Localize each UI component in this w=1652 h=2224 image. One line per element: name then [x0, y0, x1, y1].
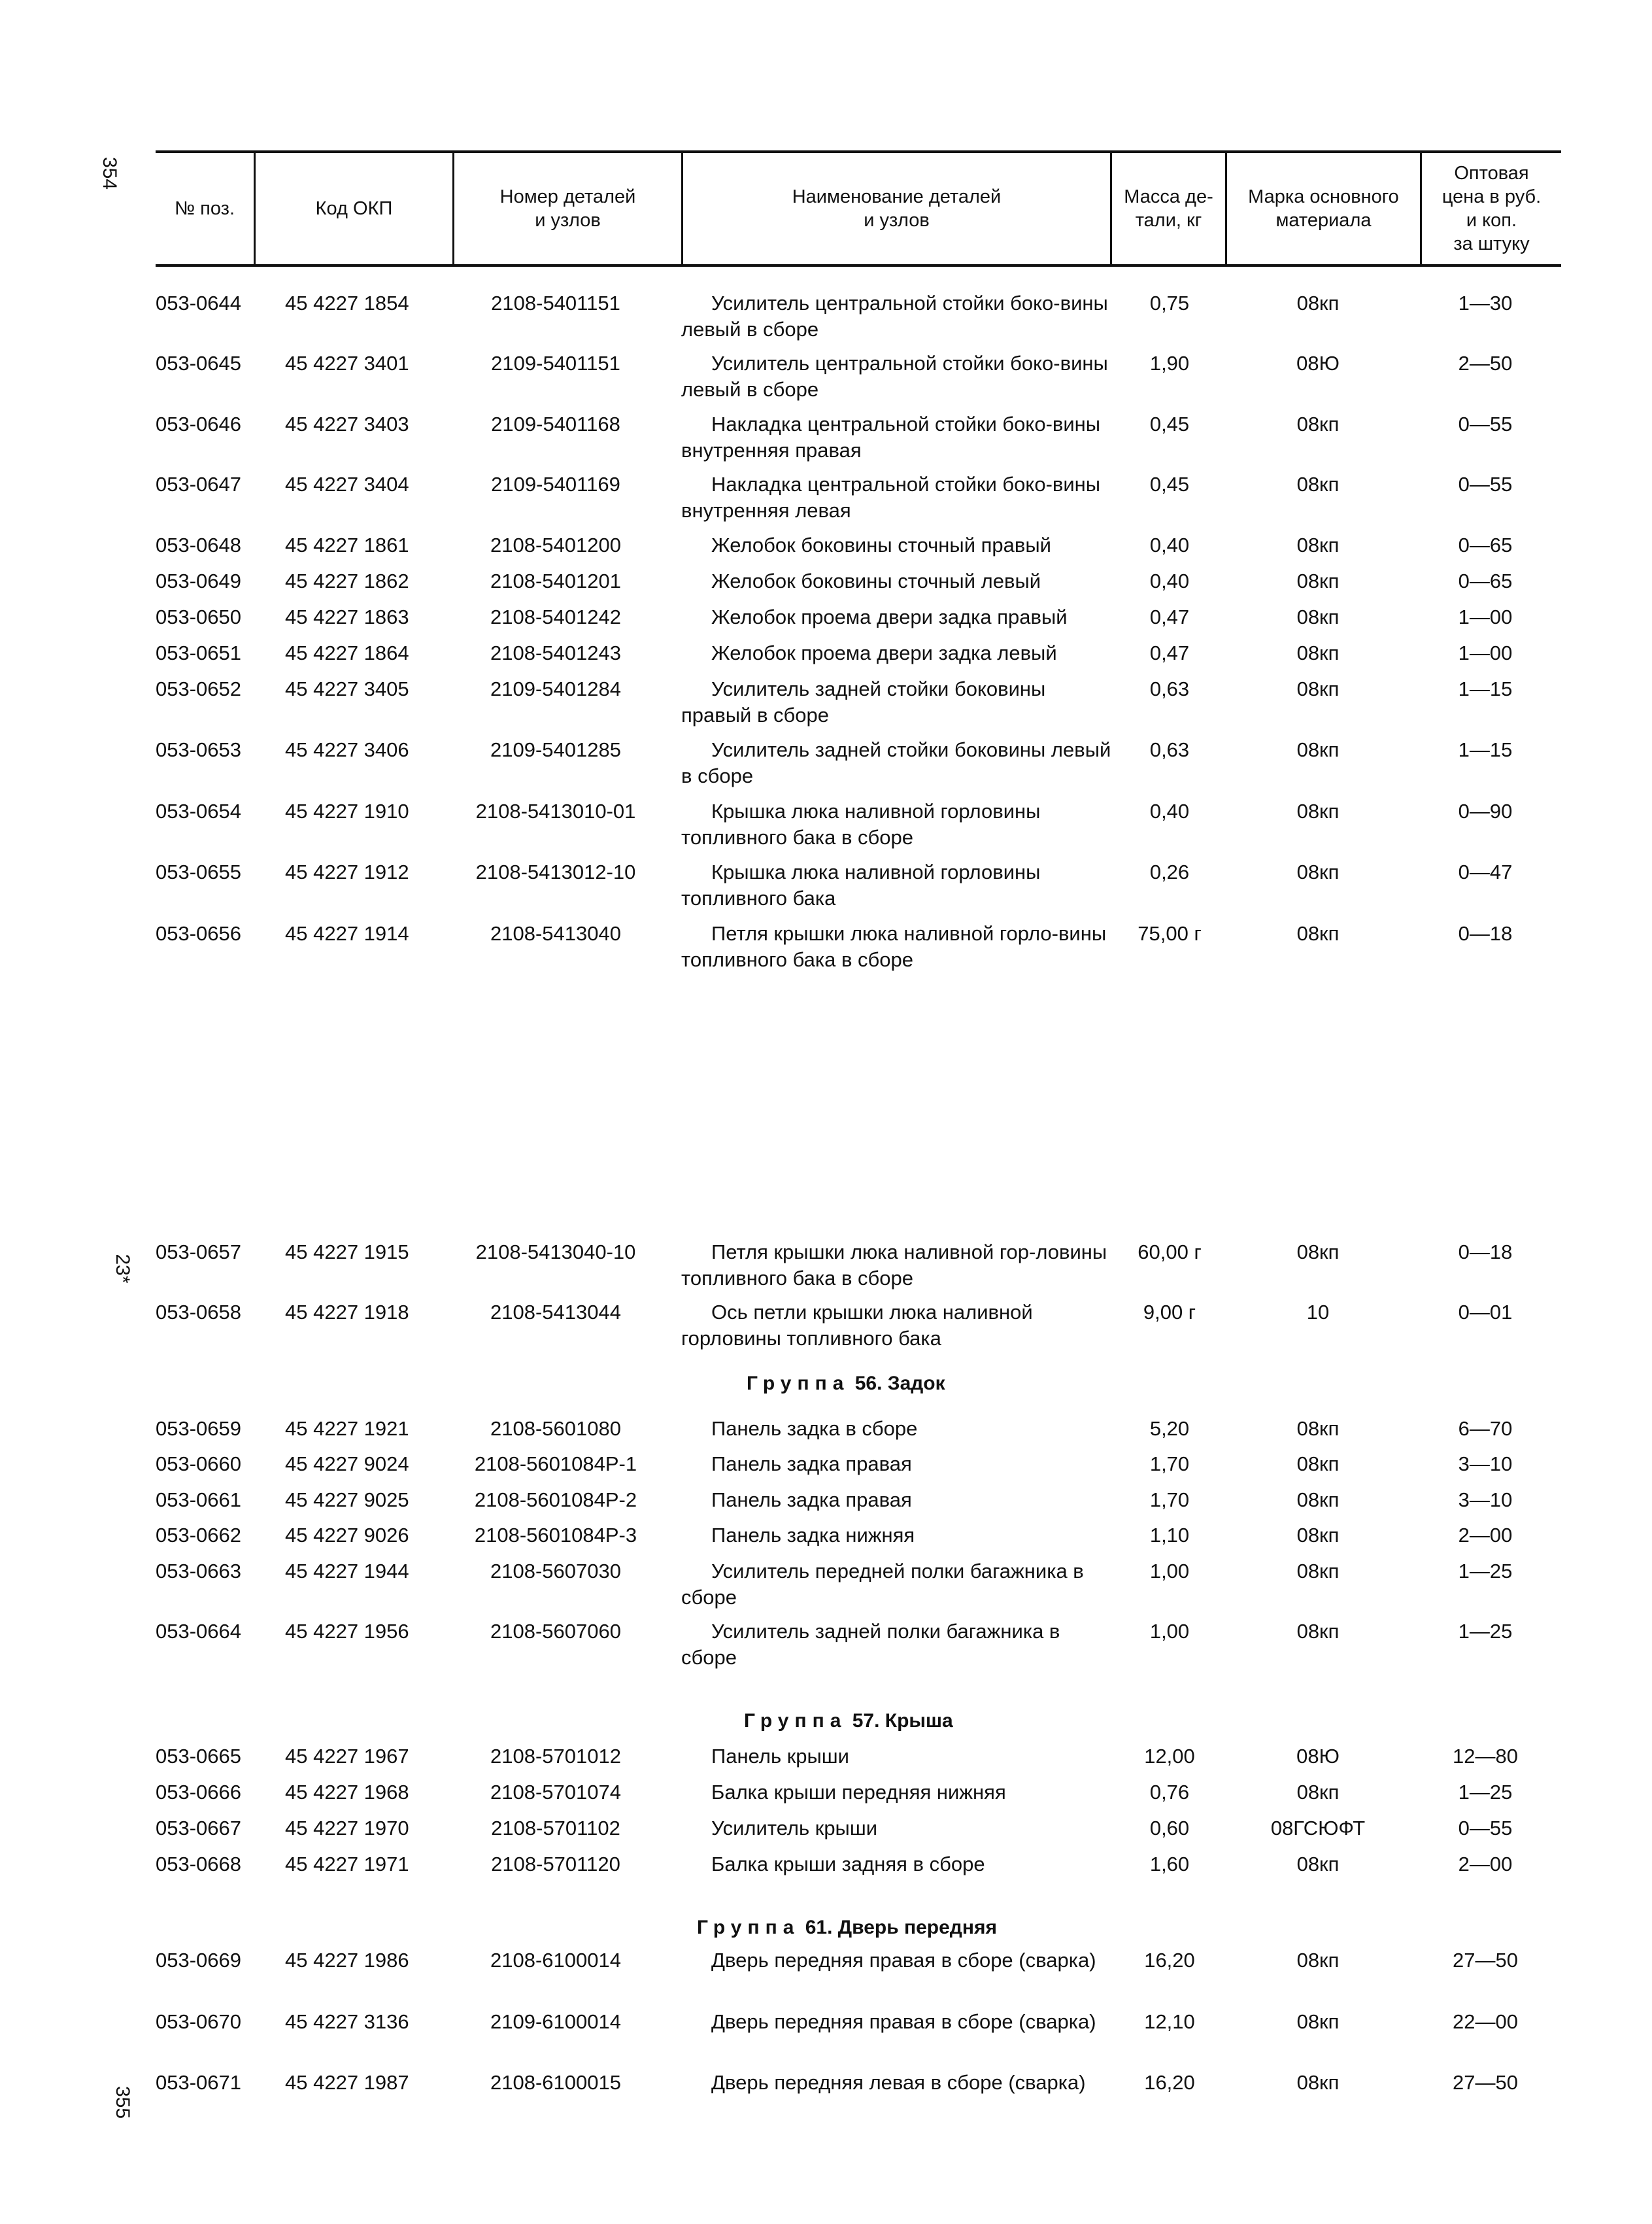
- cell-pos: 053-0644: [156, 292, 242, 315]
- cell-pos: 053-0645: [156, 352, 242, 375]
- cell-material: 08кп: [1296, 570, 1340, 592]
- cell-price: 0—90: [1458, 800, 1513, 823]
- cell-mass: 16,20: [1144, 2071, 1195, 2094]
- cell-pos: 053-0659: [156, 1417, 242, 1440]
- header-number: Номер деталей и узлов: [499, 186, 636, 231]
- cell-number: 2108-5601084Р-2: [474, 1488, 637, 1511]
- cell-name: Накладка центральной стойки боко-вины внутренняя левая: [681, 473, 1101, 522]
- cell-name: Панель задка правая: [711, 1488, 912, 1511]
- cell-mass: 0,47: [1149, 642, 1190, 664]
- cell-mass: 12,00: [1144, 1745, 1195, 1768]
- cell-pos: 053-0647: [156, 473, 242, 496]
- cell-price: 1—25: [1458, 1781, 1513, 1804]
- cell-price: 0—65: [1458, 570, 1513, 592]
- cell-material: 08кп: [1296, 2010, 1340, 2033]
- cell-okp: 45 4227 1864: [285, 642, 409, 664]
- cell-okp: 45 4227 1861: [285, 534, 409, 556]
- cell-mass: 1,00: [1149, 1620, 1190, 1643]
- cell-material: 08ГСЮФТ: [1270, 1817, 1366, 1839]
- cell-price: 2—00: [1458, 1853, 1513, 1875]
- cell-pos: 053-0648: [156, 534, 242, 556]
- cell-price: 1—00: [1458, 642, 1513, 664]
- cell-okp: 45 4227 1970: [285, 1817, 409, 1839]
- cell-okp: 45 4227 1921: [285, 1417, 409, 1440]
- cell-name: Желобок боковины сточный правый: [711, 534, 1051, 556]
- cell-number: 2108-5701102: [491, 1817, 620, 1839]
- cell-pos: 053-0662: [156, 1524, 242, 1547]
- cell-okp: 45 4227 1912: [285, 861, 409, 883]
- cell-pos: 053-0655: [156, 861, 242, 883]
- cell-number: 2108-5401242: [490, 606, 621, 628]
- cell-material: 08кп: [1296, 1620, 1340, 1643]
- cell-okp: 45 4227 1910: [285, 800, 409, 823]
- cell-pos: 053-0670: [156, 2010, 242, 2033]
- cell-name: Петля крышки люка наливной горло-вины топливного бака в сборе: [681, 922, 1107, 971]
- cell-name: Дверь передняя правая в сборе (сварка): [711, 1949, 1096, 1972]
- cell-price: 0—65: [1458, 534, 1513, 556]
- cell-number: 2109-5401151: [491, 352, 620, 375]
- cell-price: 0—47: [1458, 861, 1513, 883]
- cell-mass: 1,90: [1149, 352, 1190, 375]
- cell-name: Крышка люка наливной горловины топливного бака в сборе: [681, 800, 1041, 849]
- cell-material: 08кп: [1296, 1949, 1340, 1972]
- cell-number: 2108-5413040-10: [475, 1240, 636, 1263]
- cell-material: 08кп: [1296, 1488, 1340, 1511]
- cell-okp: 45 4227 1918: [285, 1301, 409, 1324]
- cell-pos: 053-0663: [156, 1560, 242, 1582]
- cell-name: Усилитель крыши: [711, 1817, 878, 1839]
- cell-okp: 45 4227 1915: [285, 1240, 409, 1263]
- cell-number: 2108-5601084Р-1: [474, 1452, 637, 1475]
- cell-material: 08кп: [1296, 1560, 1340, 1582]
- cell-number: 2109-5401285: [490, 738, 621, 761]
- cell-number: 2108-5401200: [490, 534, 621, 556]
- cell-material: 08кп: [1296, 1417, 1340, 1440]
- cell-pos: 053-0654: [156, 800, 242, 823]
- cell-price: 27—50: [1453, 2071, 1518, 2094]
- cell-okp: 45 4227 1854: [285, 292, 409, 315]
- group-title-56: [747, 1371, 1191, 1397]
- cell-okp: 45 4227 3136: [285, 2010, 409, 2033]
- cell-material: 08кп: [1296, 642, 1340, 664]
- cell-name: Петля крышки люка наливной гор-ловины топливного бака в сборе: [681, 1240, 1107, 1290]
- cell-price: 0—55: [1458, 1817, 1513, 1839]
- cell-mass: 0,75: [1149, 292, 1190, 315]
- page-number-354: 354: [99, 156, 120, 190]
- header-material: Марка основного материала: [1248, 186, 1399, 231]
- cell-name: Панель задка в сборе: [711, 1417, 918, 1440]
- header-pos: № поз.: [174, 198, 235, 219]
- cell-pos: 053-0651: [156, 642, 242, 664]
- cell-name: Панель задка правая: [711, 1452, 912, 1475]
- cell-price: 1—15: [1458, 738, 1513, 761]
- page-number-355: 355: [112, 2085, 133, 2119]
- cell-okp: 45 4227 1987: [285, 2071, 409, 2094]
- header-okp: Код ОКП: [315, 198, 393, 219]
- cell-number: 2108-5601080: [490, 1417, 621, 1440]
- cell-number: 2108-5607060: [490, 1620, 621, 1643]
- header-mass: Масса де- тали, кг: [1124, 186, 1213, 231]
- cell-price: 1—25: [1458, 1560, 1513, 1582]
- cell-mass: 0,63: [1149, 677, 1190, 700]
- cell-price: 1—25: [1458, 1620, 1513, 1643]
- cell-mass: 12,10: [1144, 2010, 1195, 2033]
- cell-number: 2108-5401151: [491, 292, 620, 315]
- cell-pos: 053-0665: [156, 1745, 242, 1768]
- cell-name: Дверь передняя левая в сборе (сварка): [711, 2071, 1086, 2094]
- cell-material: 08кп: [1296, 1452, 1340, 1475]
- cell-mass: 1,10: [1149, 1524, 1190, 1547]
- cell-price: 3—10: [1458, 1488, 1513, 1511]
- cell-price: 6—70: [1458, 1417, 1513, 1440]
- cell-okp: 45 4227 1971: [285, 1853, 409, 1875]
- cell-okp: 45 4227 3403: [285, 413, 409, 436]
- cell-name: Панель задка нижняя: [711, 1524, 915, 1547]
- cell-name: Усилитель задней стойки боковины левый в сборе: [681, 738, 1111, 787]
- cell-pos: 053-0668: [156, 1853, 242, 1875]
- cell-name: Балка крыши задняя в сборе: [711, 1853, 985, 1875]
- cell-okp: 45 4227 3404: [285, 473, 409, 496]
- cell-pos: 053-0667: [156, 1817, 242, 1839]
- cell-mass: 0,45: [1149, 413, 1190, 436]
- cell-okp: 45 4227 1967: [285, 1745, 409, 1768]
- cell-name: Крышка люка наливной горловины топливного бака: [681, 861, 1041, 910]
- cell-mass: 0,76: [1149, 1781, 1190, 1804]
- cell-pos: 053-0653: [156, 738, 242, 761]
- cell-material: 08кп: [1296, 922, 1340, 945]
- cell-material: 08кп: [1296, 1781, 1340, 1804]
- cell-name: Усилитель центральной стойки боко-вины левый в сборе: [681, 352, 1108, 401]
- cell-material: 08кп: [1296, 473, 1340, 496]
- cell-mass: 1,00: [1149, 1560, 1190, 1582]
- cell-name: Желобок проема двери задка правый: [711, 606, 1068, 628]
- cell-pos: 053-0666: [156, 1781, 242, 1804]
- cell-material: 08Ю: [1296, 1745, 1340, 1768]
- cell-material: 08Ю: [1296, 352, 1340, 375]
- cell-number: 2108-5601084Р-3: [474, 1524, 637, 1547]
- group-label: 57. Крыша: [847, 1710, 953, 1732]
- cell-number: 2108-5701074: [490, 1781, 621, 1804]
- cell-pos: 053-0664: [156, 1620, 242, 1643]
- cell-material: 08кп: [1296, 1853, 1340, 1875]
- cell-name: Панель крыши: [711, 1745, 849, 1768]
- cell-material: 10: [1306, 1301, 1330, 1324]
- cell-mass: 0,40: [1149, 534, 1190, 556]
- cell-okp: 45 4227 1986: [285, 1949, 409, 1972]
- cell-pos: 053-0652: [156, 677, 242, 700]
- cell-number: 2109-5401168: [491, 413, 620, 436]
- cell-number: 2109-5401169: [491, 473, 620, 496]
- cell-price: 22—00: [1453, 2010, 1518, 2033]
- cell-mass: 0,40: [1149, 570, 1190, 592]
- cell-name: Желобок проема двери задка левый: [711, 642, 1057, 664]
- cell-pos: 053-0658: [156, 1301, 242, 1324]
- cell-pos: 053-0671: [156, 2071, 242, 2094]
- cell-mass: 60,00 г: [1138, 1240, 1202, 1263]
- cell-material: 08кп: [1296, 738, 1340, 761]
- cell-price: 12—80: [1453, 1745, 1518, 1768]
- group-title-57: [744, 1708, 1188, 1734]
- cell-name: Усилитель передней полки багажника в сборе: [681, 1560, 1084, 1609]
- cell-okp: 45 4227 3406: [285, 738, 409, 761]
- cell-mass: 0,47: [1149, 606, 1190, 628]
- cell-pos: 053-0657: [156, 1240, 242, 1263]
- cell-mass: 1,70: [1149, 1488, 1190, 1511]
- cell-mass: 0,26: [1149, 861, 1190, 883]
- cell-number: 2108-6100015: [490, 2071, 621, 2094]
- cell-price: 27—50: [1453, 1949, 1518, 1972]
- cell-material: 08кп: [1296, 292, 1340, 315]
- cell-okp: 45 4227 1968: [285, 1781, 409, 1804]
- group-label: 61. Дверь передняя: [800, 1917, 997, 1938]
- cell-okp: 45 4227 3405: [285, 677, 409, 700]
- cell-name: Накладка центральной стойки боко-вины внутренняя правая: [681, 413, 1101, 462]
- cell-price: 0—01: [1458, 1301, 1513, 1324]
- cell-mass: 9,00 г: [1143, 1301, 1196, 1324]
- cell-material: 08кп: [1296, 1524, 1340, 1547]
- cell-number: 2109-5401284: [490, 677, 621, 700]
- cell-number: 2108-5413040: [490, 922, 621, 945]
- cell-mass: 16,20: [1144, 1949, 1195, 1972]
- cell-pos: 053-0661: [156, 1488, 242, 1511]
- cell-price: 1—15: [1458, 677, 1513, 700]
- cell-pos: 053-0650: [156, 606, 242, 628]
- cell-material: 08кп: [1296, 1240, 1340, 1263]
- group-word: Группа: [744, 1710, 847, 1732]
- cell-number: 2108-5401201: [490, 570, 621, 592]
- cell-name: Усилитель центральной стойки боко-вины левый в сборе: [681, 292, 1108, 341]
- cell-name: Усилитель задней полки багажника в сборе: [681, 1620, 1060, 1669]
- cell-number: 2108-5607030: [490, 1560, 621, 1582]
- cell-mass: 1,70: [1149, 1452, 1190, 1475]
- cell-material: 08кп: [1296, 2071, 1340, 2094]
- cell-pos: 053-0646: [156, 413, 242, 436]
- cell-number: 2108-6100014: [490, 1949, 621, 1972]
- cell-pos: 053-0656: [156, 922, 242, 945]
- cell-material: 08кп: [1296, 413, 1340, 436]
- cell-price: 3—10: [1458, 1452, 1513, 1475]
- cell-material: 08кп: [1296, 534, 1340, 556]
- cell-mass: 0,45: [1149, 473, 1190, 496]
- cell-okp: 45 4227 1944: [285, 1560, 409, 1582]
- cell-pos: 053-0669: [156, 1949, 242, 1972]
- cell-pos: 053-0649: [156, 570, 242, 592]
- cell-price: 2—50: [1458, 352, 1513, 375]
- cell-mass: 0,63: [1149, 738, 1190, 761]
- group-word: Группа: [747, 1373, 850, 1394]
- cell-okp: 45 4227 1956: [285, 1620, 409, 1643]
- cell-name: Усилитель задней стойки боковины правый в сборе: [681, 677, 1046, 727]
- cell-material: 08кп: [1296, 861, 1340, 883]
- cell-material: 08кп: [1296, 800, 1340, 823]
- cell-mass: 0,60: [1149, 1817, 1190, 1839]
- cell-number: 2108-5701120: [491, 1853, 620, 1875]
- cell-price: 0—18: [1458, 1240, 1513, 1263]
- cell-mass: 1,60: [1149, 1853, 1190, 1875]
- group-word: Группа: [697, 1917, 800, 1938]
- cell-okp: 45 4227 3401: [285, 352, 409, 375]
- cell-name: Дверь передняя правая в сборе (сварка): [711, 2010, 1096, 2033]
- cell-price: 0—55: [1458, 413, 1513, 436]
- cell-okp: 45 4227 1863: [285, 606, 409, 628]
- cell-pos: 053-0660: [156, 1452, 242, 1475]
- cell-price: 0—18: [1458, 922, 1513, 945]
- cell-number: 2108-5413010-01: [475, 800, 636, 823]
- cell-okp: 45 4227 9024: [285, 1452, 409, 1475]
- cell-price: 0—55: [1458, 473, 1513, 496]
- cell-mass: 5,20: [1149, 1417, 1190, 1440]
- cell-okp: 45 4227 9026: [285, 1524, 409, 1547]
- cell-number: 2108-5413044: [490, 1301, 621, 1324]
- cell-number: 2109-6100014: [490, 2010, 621, 2033]
- header-name: Наименование деталей и узлов: [792, 186, 1002, 231]
- cell-material: 08кп: [1296, 606, 1340, 628]
- cell-name: Ось петли крышки люка наливной горловины топливного бака: [681, 1301, 1033, 1350]
- cell-name: Балка крыши передняя нижняя: [711, 1781, 1006, 1804]
- cell-mass: 0,40: [1149, 800, 1190, 823]
- group-title-61: [697, 1915, 1141, 1941]
- cell-material: 08кп: [1296, 677, 1340, 700]
- cell-okp: 45 4227 1862: [285, 570, 409, 592]
- cell-number: 2108-5401243: [490, 642, 621, 664]
- page-number-23: 23*: [112, 1254, 133, 1284]
- cell-mass: 75,00 г: [1138, 922, 1202, 945]
- cell-price: 1—30: [1458, 292, 1513, 315]
- cell-price: 2—00: [1458, 1524, 1513, 1547]
- cell-name: Желобок боковины сточный левый: [711, 570, 1041, 592]
- cell-number: 2108-5413012-10: [475, 861, 636, 883]
- header-price: Оптовая цена в руб. и коп. за штуку: [1441, 163, 1542, 254]
- cell-okp: 45 4227 9025: [285, 1488, 409, 1511]
- group-label: 56. Задок: [849, 1373, 945, 1394]
- cell-price: 1—00: [1458, 606, 1513, 628]
- header-bottom-rule: [156, 264, 1561, 267]
- cell-okp: 45 4227 1914: [285, 922, 409, 945]
- cell-number: 2108-5701012: [490, 1745, 621, 1768]
